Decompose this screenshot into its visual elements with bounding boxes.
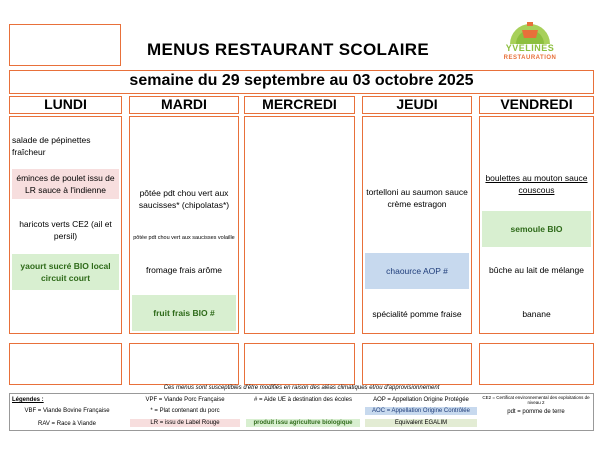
day-header-lundi: LUNDI [9, 96, 122, 114]
day-header-vendredi: VENDREDI [479, 96, 594, 114]
legend-lr: LR = issu de Label Rouge [130, 419, 240, 427]
menu-item-dessert: fruit frais BIO # [132, 295, 236, 331]
menu-item-plat: tortelloni au saumon sauce crème estragon [366, 187, 468, 209]
legend-aop: AOP = Appellation Origine Protégée [373, 397, 469, 403]
legend-vbf: VBF = Viande Bovine Française [24, 408, 110, 414]
menu-item-plat-note: pôtée pdt chou vert aux saucisses volaille [133, 234, 235, 241]
day-column-vendredi [479, 116, 594, 334]
menu-item-entree: salade de pépinettes fraîcheur [12, 135, 91, 157]
menu-item-laitage: bûche au lait de mélange [489, 265, 584, 275]
legend-egalim: Equivalent EGALIM [365, 419, 477, 427]
logo-placeholder-box [9, 24, 121, 66]
legend-vpf: VPF = Viande Porc Française [145, 397, 225, 403]
legend-aoc: AOC = Appellation Origine Contrôlée [365, 407, 477, 415]
menu-item-dessert: banane [522, 309, 551, 319]
day-column-mercredi [244, 116, 355, 334]
day-column-jeudi [362, 116, 472, 334]
logo-subtext: RESTAURATION [503, 55, 557, 61]
menu-item-laitage: yaourt sucré BIO local circuit court [12, 254, 119, 290]
disclaimer: Ces menus sont susceptibles d'être modifiés en raison des aléas climatiques et/ou d'approvisionnement [163, 385, 440, 391]
menu-item-plat: éminces de poulet issu de LR sauce à l'indienne [12, 169, 119, 199]
menu-item-plat: pôtée pdt chou vert aux saucisses* (chipolatas*) [138, 188, 230, 210]
menu-item-accompagnement: semoule BIO [482, 211, 591, 247]
day-header-jeudi: JEUDI [362, 96, 472, 114]
page-title: MENUS RESTAURANT SCOLAIRE [146, 40, 430, 59]
day-header-mardi: MARDI [129, 96, 239, 114]
legend-bio: produit issu agriculture biologique [246, 419, 360, 427]
footer-box-lundi [9, 343, 122, 385]
legend-rav: RAV = Race à Viande [38, 421, 96, 427]
legend-pdt: pdt = pomme de terre [507, 409, 565, 415]
menu-item-dessert: spécialité pomme fraise [372, 309, 462, 319]
day-column-lundi [9, 116, 122, 334]
menu-item-laitage: chaource AOP # [365, 253, 469, 289]
legend-title: Légendes : [12, 397, 44, 403]
legend [9, 393, 594, 431]
footer-box-mardi [129, 343, 239, 385]
menu-item-plat: boulettes au mouton sauce couscous [485, 173, 588, 195]
legend-ce2: CE2 = Certificat environnemental des exploitations de niveau 2 [482, 395, 590, 405]
day-column-mardi [129, 116, 239, 334]
footer-box-mercredi [244, 343, 355, 385]
week-title: semaine du 29 septembre au 03 octobre 2025 [129, 72, 474, 89]
menu-item-accompagnement: haricots verts CE2 (ail et persil) [19, 219, 112, 241]
menu-item-laitage: fromage frais arôme [145, 265, 223, 275]
logo-text: YVELINES [505, 43, 555, 53]
legend-porc: * = Plat contenant du porc [150, 408, 220, 414]
footer-box-vendredi [479, 343, 594, 385]
day-header-mercredi: MERCREDI [244, 96, 355, 114]
legend-aide: # = Aide UE à destination des écoles [254, 397, 352, 403]
footer-box-jeudi [362, 343, 472, 385]
